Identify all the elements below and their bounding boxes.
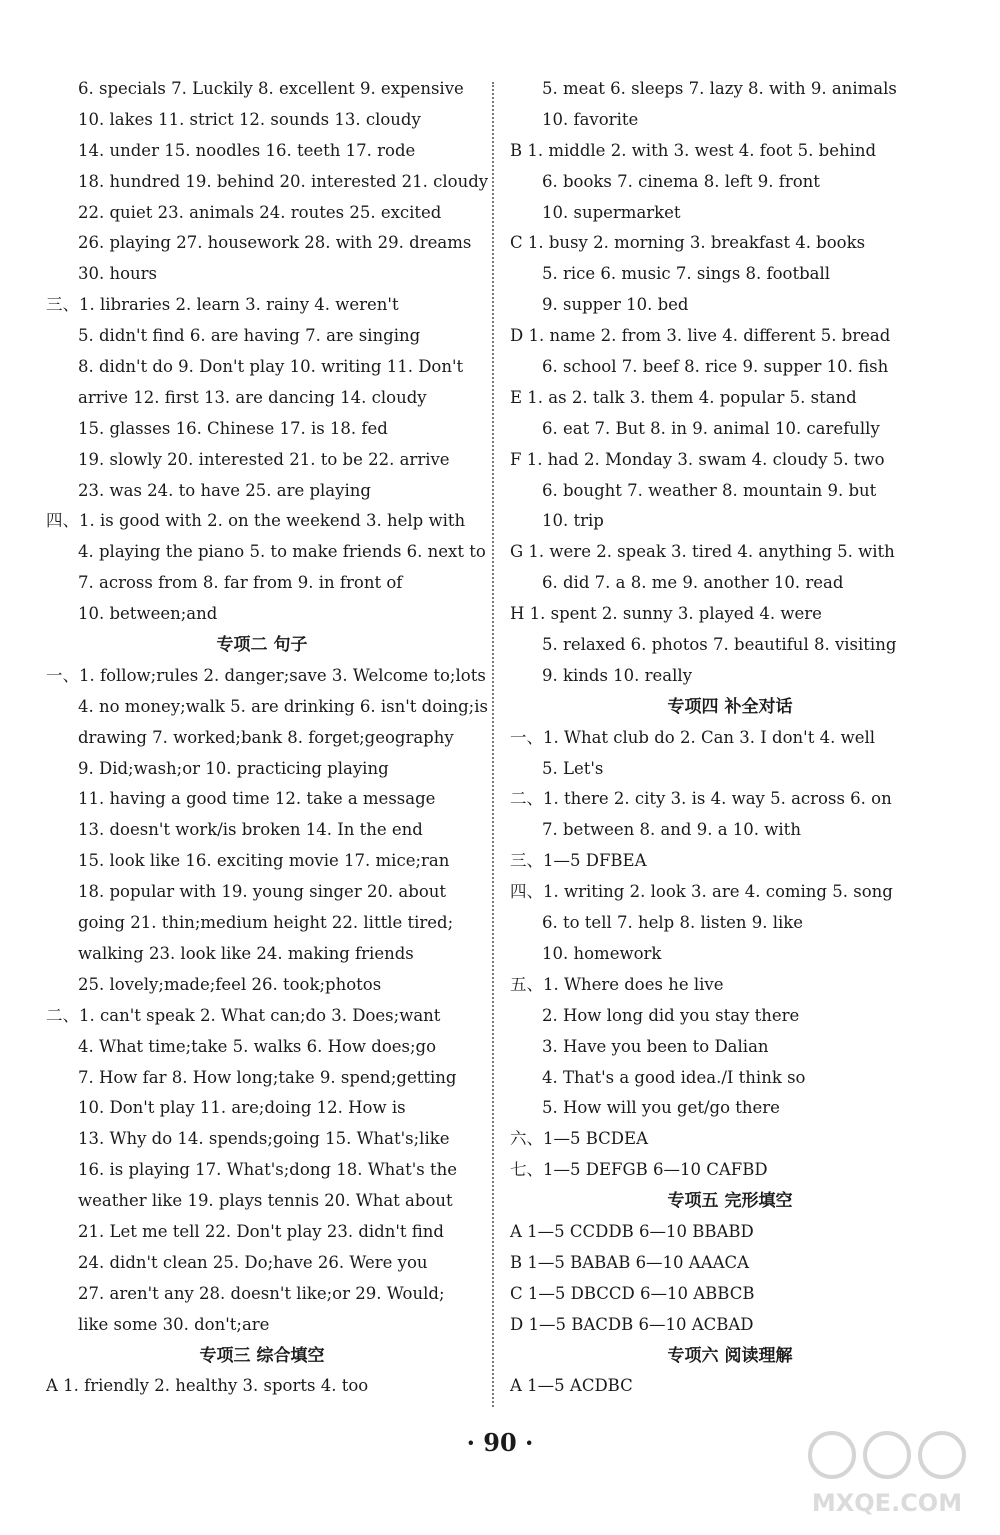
answer-line: 25. lovely;made;feel 26. took;photos — [78, 974, 382, 994]
answer-line: 10. lakes 11. strict 12. sounds 13. cloudy — [78, 109, 421, 129]
answer-line: 6. bought 7. weather 8. mountain 9. but — [542, 480, 877, 500]
answer-line: 13. Why do 14. spends;going 15. What's;like — [78, 1129, 450, 1149]
answer-line: 30. hours — [78, 264, 158, 284]
answer-line: 5. relaxed 6. photos 7. beautiful 8. visiting — [542, 635, 897, 655]
section-heading: 专项三 综合填空 — [199, 1345, 325, 1366]
answer-line: 9. kinds 10. really — [542, 665, 693, 685]
answer-line: A 1—5 CCDDB 6—10 BBABD — [510, 1221, 754, 1241]
answer-line: 6. to tell 7. help 8. listen 9. like — [542, 913, 804, 933]
answer-line: 10. Don't play 11. are;doing 12. How is — [78, 1098, 406, 1118]
answer-line: 六、1—5 BCDEA — [510, 1129, 648, 1149]
answer-line: like some 30. don't;are — [78, 1314, 270, 1334]
answer-line: 11. having a good time 12. take a message — [78, 789, 436, 809]
answer-line: 7. across from 8. far from 9. in front of — [78, 573, 403, 593]
answer-line: 二、1. can't speak 2. What can;do 3. Does;want — [46, 1005, 441, 1025]
answer-line: 三、1. libraries 2. learn 3. rainy 4. weren't — [46, 295, 399, 315]
page-number: · 90 · — [466, 1428, 534, 1457]
answer-line: 一、1. follow;rules 2. danger;save 3. Welcome to;lots — [46, 665, 486, 685]
answer-line: 10. favorite — [542, 109, 639, 129]
section-heading: 专项二 句子 — [216, 635, 308, 656]
answer-line: 七、1—5 DEFGB 6—10 CAFBD — [510, 1160, 768, 1180]
answer-line: B 1. middle 2. with 3. west 4. foot 5. behind — [510, 140, 877, 160]
answer-line: 7. between 8. and 9. a 10. with — [542, 820, 801, 840]
answer-line: 13. doesn't work/is broken 14. In the end — [78, 820, 423, 840]
answer-line: D 1. name 2. from 3. live 4. different 5. bread — [510, 326, 891, 346]
answer-line: 五、1. Where does he live — [510, 974, 724, 994]
answer-line: 6. school 7. beef 8. rice 9. supper 10. fish — [542, 357, 889, 377]
answer-line: 5. rice 6. music 7. sings 8. football — [542, 264, 831, 284]
answer-line: 6. books 7. cinema 8. left 9. front — [542, 171, 820, 191]
answer-line: 16. is playing 17. What's;dong 18. What's the — [78, 1160, 458, 1180]
answer-line: 10. between;and — [78, 604, 218, 624]
answer-line: H 1. spent 2. sunny 3. played 4. were — [510, 604, 822, 624]
answer-line: 10. supermarket — [542, 202, 681, 222]
answer-line: 9. supper 10. bed — [542, 295, 689, 315]
answer-line: C 1—5 DBCCD 6—10 ABBCB — [510, 1283, 755, 1303]
answer-line: D 1—5 BACDB 6—10 ACBAD — [510, 1314, 754, 1334]
answer-line: arrive 12. first 13. are dancing 14. cloudy — [78, 387, 427, 407]
answer-line: going 21. thin;medium height 22. little tired; — [78, 913, 454, 933]
section-heading: 专项四 补全对话 — [667, 696, 793, 717]
answer-line: 24. didn't clean 25. Do;have 26. Were you — [78, 1252, 428, 1272]
answer-line: C 1. busy 2. morning 3. breakfast 4. books — [510, 233, 866, 253]
answer-line: 4. What time;take 5. walks 6. How does;go — [78, 1036, 437, 1056]
answer-line: E 1. as 2. talk 3. them 4. popular 5. stand — [510, 387, 857, 407]
answer-line: B 1—5 BABAB 6—10 AAACA — [510, 1252, 750, 1272]
answer-line: 5. meat 6. sleeps 7. lazy 8. with 9. animals — [542, 79, 897, 98]
answer-line: 6. eat 7. But 8. in 9. animal 10. carefully — [542, 418, 880, 438]
answer-line: A 1. friendly 2. healthy 3. sports 4. too — [46, 1376, 369, 1396]
left-column — [46, 74, 489, 1402]
answer-line: 5. How will you get/go there — [542, 1098, 780, 1118]
answer-line: 10. homework — [542, 943, 662, 963]
answer-line: A 1—5 ACDBC — [510, 1376, 633, 1396]
right-column — [510, 74, 950, 1402]
answer-line: 19. slowly 20. interested 21. to be 22. arrive — [78, 449, 450, 469]
section-heading: 专项五 完形填空 — [667, 1191, 793, 1212]
answer-line: 15. look like 16. exciting movie 17. mice;ran — [78, 851, 450, 871]
answer-line: 四、1. is good with 2. on the weekend 3. help with — [46, 511, 466, 531]
column-divider — [492, 82, 494, 1407]
answer-line: 27. aren't any 28. doesn't like;or 29. Would; — [78, 1283, 445, 1303]
answer-line: walking 23. look like 24. making friends — [78, 943, 414, 963]
answer-line: 6. did 7. a 8. me 9. another 10. read — [542, 573, 844, 593]
answer-line: G 1. were 2. speak 3. tired 4. anything 5. with — [510, 542, 895, 562]
answer-line: 23. was 24. to have 25. are playing — [78, 480, 371, 500]
answer-line: 7. How far 8. How long;take 9. spend;getting — [78, 1067, 457, 1087]
answer-line: drawing 7. worked;bank 8. forget;geography — [78, 727, 454, 747]
answer-line: 2. How long did you stay there — [542, 1005, 800, 1025]
answer-line: 6. specials 7. Luckily 8. excellent 9. expensive — [78, 79, 464, 98]
answer-line: 26. playing 27. housework 28. with 29. dreams — [78, 233, 472, 253]
answer-line: 18. hundred 19. behind 20. interested 21. cloudy — [78, 171, 489, 191]
answer-line: 15. glasses 16. Chinese 17. is 18. fed — [78, 418, 388, 438]
section-heading: 专项六 阅读理解 — [667, 1345, 793, 1366]
answer-line: 4. playing the piano 5. to make friends 6. next to — [78, 542, 486, 562]
answer-line: 二、1. there 2. city 3. is 4. way 5. across 6. on — [510, 789, 892, 809]
answer-line: 4. no money;walk 5. are drinking 6. isn't doing;is — [78, 696, 488, 716]
answer-line: 三、1—5 DFBEA — [510, 851, 647, 871]
answer-line: 9. Did;wash;or 10. practicing playing — [78, 758, 389, 778]
answer-line: 一、1. What club do 2. Can 3. I don't 4. well — [510, 727, 876, 747]
answer-line: 14. under 15. noodles 16. teeth 17. rode — [78, 140, 416, 160]
answer-line: 10. trip — [542, 511, 604, 531]
answer-line: F 1. had 2. Monday 3. swam 4. cloudy 5. two — [510, 449, 885, 469]
watermark-text: MXQE.COM — [811, 1489, 963, 1517]
answer-line: 3. Have you been to Dalian — [542, 1036, 769, 1056]
answer-line: 22. quiet 23. animals 24. routes 25. excited — [78, 202, 442, 222]
answer-line: 8. didn't do 9. Don't play 10. writing 11. Don't — [78, 357, 464, 377]
answer-line: 四、1. writing 2. look 3. are 4. coming 5. song — [510, 882, 893, 902]
answer-line: 21. Let me tell 22. Don't play 23. didn't find — [78, 1221, 444, 1241]
answer-line: weather like 19. plays tennis 20. What about — [78, 1191, 453, 1211]
answer-line: 5. didn't find 6. are having 7. are singing — [78, 326, 421, 346]
answer-line: 18. popular with 19. young singer 20. about — [78, 882, 447, 902]
answer-line: 5. Let's — [542, 758, 604, 778]
answer-line: 4. That's a good idea./I think so — [542, 1067, 806, 1087]
watermark-logo — [802, 1425, 972, 1521]
